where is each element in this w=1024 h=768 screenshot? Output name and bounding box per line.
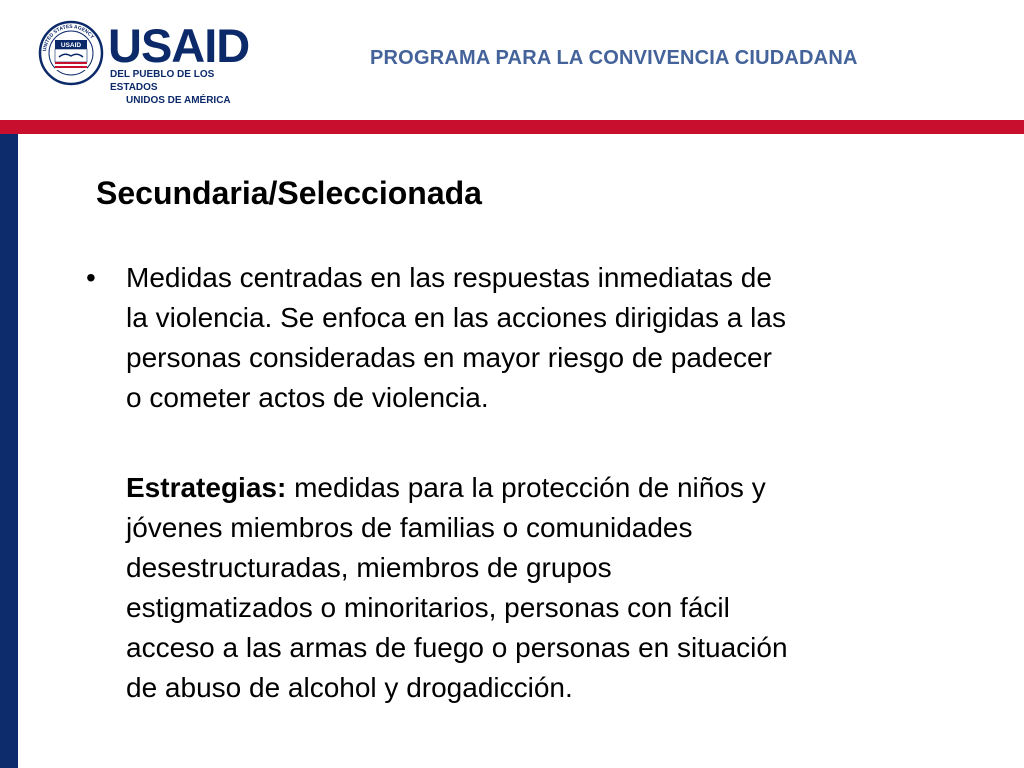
- text-line: desestructuradas, miembros de grupos: [126, 552, 612, 583]
- usaid-logo-text: USAID: [108, 19, 250, 72]
- bullet-paragraph: [126, 258, 946, 418]
- text-line: acceso a las armas de fuego o personas en situación: [126, 632, 788, 663]
- svg-text:USAID: USAID: [60, 42, 82, 49]
- usaid-tagline-line2: UNIDOS DE AMÉRICA: [126, 95, 231, 106]
- text-line: de abuso de alcohol y drogadicción.: [126, 672, 573, 703]
- text-line: jóvenes miembros de familias o comunidades: [126, 512, 693, 543]
- text-line: o cometer actos de violencia.: [126, 382, 489, 413]
- text-line: estigmatizados o minoritarios, personas con fácil: [126, 592, 730, 623]
- bullet-point-icon: •: [86, 262, 96, 293]
- header-divider-red: [0, 120, 1024, 134]
- slide-header: [0, 0, 1024, 120]
- strategies-paragraph: [126, 468, 946, 708]
- strategies-label: Estrategias:: [126, 472, 287, 503]
- text-line: Medidas centradas en las respuestas inmediatas de: [126, 262, 772, 293]
- text-line: la violencia. Se enfoca en las acciones dirigidas a las: [126, 302, 786, 333]
- program-title: PROGRAMA PARA LA CONVIVENCIA CIUDADANA: [370, 47, 858, 69]
- strategies-text-start: medidas para la protección de niños y: [286, 472, 766, 503]
- text-line: [126, 468, 946, 508]
- svg-text:UNITED STATES AGENCY: UNITED STATES AGENCY: [42, 23, 95, 52]
- left-accent-bar: [0, 134, 18, 768]
- slide-title: Secundaria/Seleccionada: [96, 175, 482, 211]
- usaid-tagline: [110, 68, 260, 107]
- usaid-tagline-line1: DEL PUEBLO DE LOS ESTADOS: [110, 69, 215, 93]
- usaid-seal-icon: [38, 20, 104, 86]
- text-line: personas consideradas en mayor riesgo de padecer: [126, 342, 772, 373]
